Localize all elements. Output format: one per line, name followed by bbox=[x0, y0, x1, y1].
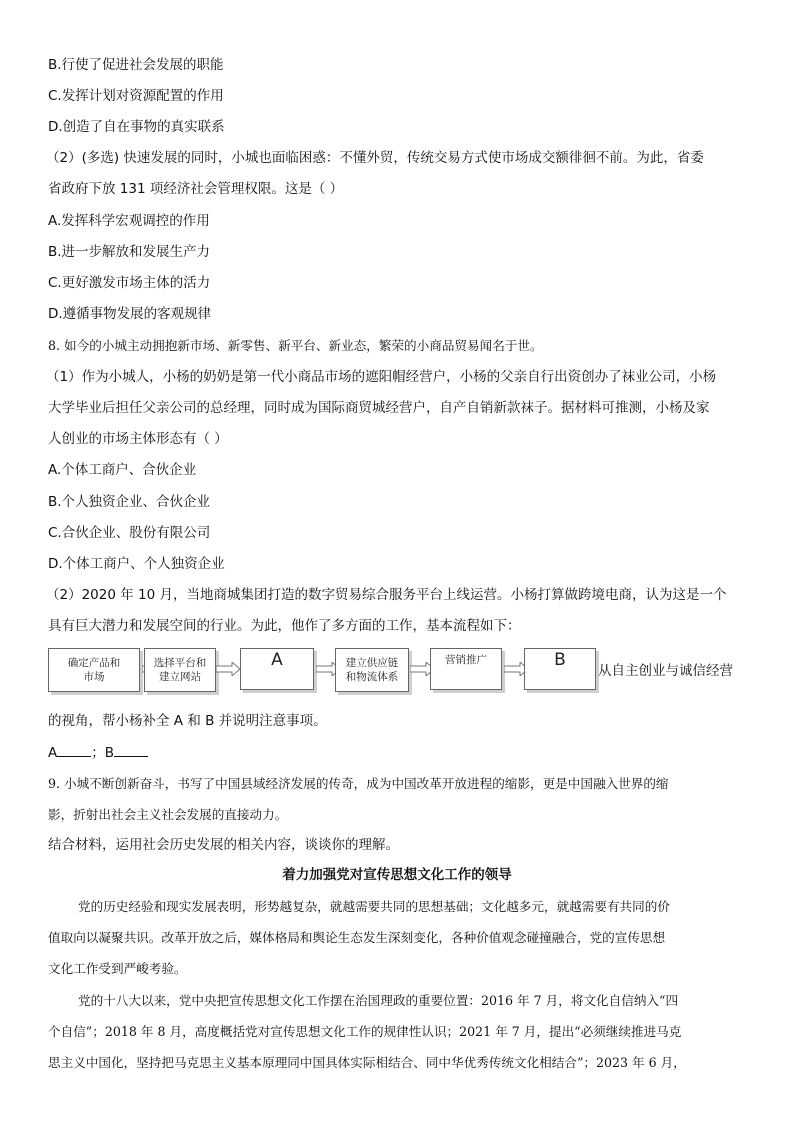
article-p1-line2: 值取向以凝聚共识。改革开放之后，媒体格局和舆论生态发生深刻变化，各种价值观念碰撞融合，党的宣传思想 bbox=[48, 930, 666, 945]
article-title: 着力加强党对宣传思想文化工作的领导 bbox=[282, 867, 512, 883]
q7-sub2-option-c: C.更好激发市场主体的活力 bbox=[48, 275, 211, 291]
answer-separator: ；B bbox=[91, 745, 115, 761]
flow-step-supply-chain: 建立供应链 和物流体系 bbox=[335, 648, 409, 692]
flow-step-a: A bbox=[240, 648, 314, 690]
answer-b-blank[interactable] bbox=[114, 744, 148, 757]
flow-step-choose-platform: 选择平台和 建立网站 bbox=[144, 648, 216, 692]
q8-answer-line bbox=[48, 744, 148, 762]
q8-sub1-line1: （1）作为小城人，小杨的奶奶是第一代小商品市场的遮阳帽经营户，小杨的父亲自行出资创办了袜业公司，小杨 bbox=[46, 369, 717, 385]
q8-instruction: 的视角，帮小杨补全 A 和 B 并说明注意事项。 bbox=[48, 713, 327, 729]
article-p2-line3: 思主义中国化，坚持把马克思主义基本原理同中国具体实际相结合、同中华优秀传统文化相结合”；2023 年 6 月， bbox=[48, 1055, 686, 1070]
q7-sub2-stem-line2: 省政府下放 131 项经济社会管理权限。这是（ ） bbox=[48, 181, 344, 197]
q8-sub2-line1: （2）2020 年 10 月，当地商城集团打造的数字贸易综合服务平台上线运营。小杨打算做跨境电商，认为这是一个 bbox=[46, 587, 727, 603]
article-p2-line1: 党的十八大以来，党中央把宣传思想文化工作摆在治国理政的重要位置：2016 年 7 月，将文化自信纳入“四 bbox=[78, 993, 679, 1008]
flow-step-b: B bbox=[524, 648, 596, 690]
q9-line1: 9. 小城不断创新奋斗，书写了中国县域经济发展的传奇，成为中国改革开放进程的缩影，更是中国融入世界的缩 bbox=[48, 776, 669, 791]
q9-line2: 影，折射出社会主义社会发展的直接动力。 bbox=[48, 807, 288, 822]
q8-sub1-line3: 人创业的市场主体形态有（ ） bbox=[48, 431, 228, 447]
q9-prompt: 结合材料，运用社会历史发展的相关内容，谈谈你的理解。 bbox=[48, 837, 399, 853]
q7-option-c: C.发挥计划对资源配置的作用 bbox=[48, 88, 224, 104]
flow-step-marketing: 营销推广 bbox=[430, 648, 502, 690]
q8-option-c: C.合伙企业、股份有限公司 bbox=[48, 525, 211, 541]
flow-arrow-2 bbox=[216, 662, 240, 676]
q8-after-flow-text: 从自主创业与诚信经营 bbox=[598, 663, 733, 679]
q8-sub2-line2: 具有巨大潜力和发展空间的行业。为此，他作了多方面的工作，基本流程如下： bbox=[48, 618, 521, 634]
q8-sub1-line2: 大学毕业后担任父亲公司的总经理，同时成为国际商贸城经营户，自产自销新款袜子。据材料可推测，小杨及家 bbox=[48, 400, 710, 416]
q8-stem: 8. 如今的小城主动拥抱新市场、新零售、新平台、新业态，繁荣的小商品贸易闻名于世。 bbox=[48, 338, 543, 353]
q7-sub2-option-d: D.遵循事物发展的客观规律 bbox=[48, 306, 212, 322]
flow-step-determine-product: 确定产品和 市场 bbox=[48, 648, 140, 692]
article-p1-line3: 文化工作受到严峻考验。 bbox=[48, 961, 187, 976]
answer-a-blank[interactable] bbox=[57, 744, 91, 757]
q8-option-a: A.个体工商户、合伙企业 bbox=[48, 462, 197, 478]
article-p1-line1: 党的历史经验和现实发展表明，形势越复杂，就越需要共同的思想基础；文化越多元，就越需要有共同的价 bbox=[78, 899, 670, 914]
q8-option-b: B.个人独资企业、合伙企业 bbox=[48, 494, 211, 510]
article-p2-line2: 个自信”；2018 年 8 月，高度概括党对宣传思想文化工作的规律性认识；2021 年 7 月，提出“必须继续推进马克 bbox=[48, 1024, 682, 1039]
answer-a-label: A bbox=[48, 745, 58, 761]
q8-option-d: D.个体工商户、个人独资企业 bbox=[48, 556, 225, 572]
q7-option-b: B.行使了促进社会发展的职能 bbox=[48, 57, 224, 73]
q7-sub2-option-b: B.进一步解放和发展生产力 bbox=[48, 244, 211, 260]
q7-sub2-option-a: A.发挥科学宏观调控的作用 bbox=[48, 213, 210, 229]
q7-option-d: D.创造了自在事物的真实联系 bbox=[48, 119, 225, 135]
q7-sub2-stem-line1: （2）(多选) 快速发展的同时，小城也面临困惑：不懂外贸，传统交易方式使市场成交额徘徊不前。为此，省委 bbox=[46, 150, 704, 166]
